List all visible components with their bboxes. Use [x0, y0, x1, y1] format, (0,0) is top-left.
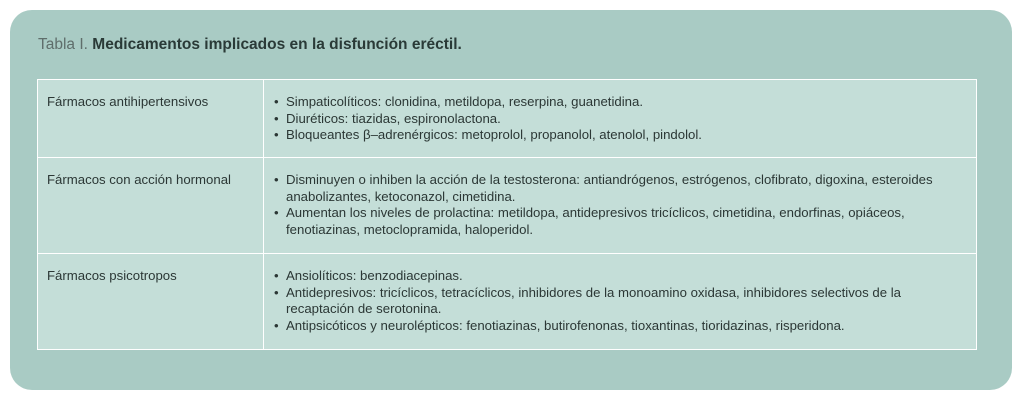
list-item: • Diuréticos: tiazidas, espironolactona.: [273, 111, 964, 128]
table-caption: [38, 36, 462, 54]
category-cell: Fármacos psicotropos: [38, 254, 264, 350]
list-item: • Ansiolíticos: benzodiacepinas.: [273, 268, 964, 285]
items-cell: [264, 158, 977, 254]
table-panel: [10, 10, 1012, 390]
drug-list: [273, 172, 964, 238]
list-item: • Disminuyen o inhiben la acción de la testosterona: antiandrógenos, estrógenos, clofibrato, digoxina, esteroides anabolizantes, ketoconazol, cimetidina.: [273, 172, 964, 205]
items-cell: [264, 80, 977, 158]
items-cell: [264, 254, 977, 350]
drug-list: [273, 268, 964, 334]
table-number: Tabla I.: [38, 36, 88, 53]
drug-list: [273, 94, 964, 144]
table-row: [38, 158, 977, 254]
list-item: • Antidepresivos: tricíclicos, tetracíclicos, inhibidores de la monoamino oxidasa, inhibidores selectivos de la recaptación de serotonina.: [273, 285, 964, 318]
list-item: • Aumentan los niveles de prolactina: metildopa, antidepresivos tricíclicos, cimetidina, endorfinas, opiáceos, fenotiazinas, metoclopramida, haloperidol.: [273, 205, 964, 238]
list-item: • Antipsicóticos y neurolépticos: fenotiazinas, butirofenonas, tioxantinas, tioridazinas, risperidona.: [273, 318, 964, 335]
medications-table: [37, 79, 977, 350]
list-item: • Bloqueantes β–adrenérgicos: metoprolol, propanolol, atenolol, pindolol.: [273, 127, 964, 144]
category-cell: Fármacos con acción hormonal: [38, 158, 264, 254]
list-item: • Simpaticolíticos: clonidina, metildopa, reserpina, guanetidina.: [273, 94, 964, 111]
table-title: Medicamentos implicados en la disfunción eréctil.: [92, 36, 462, 53]
category-cell: Fármacos antihipertensivos: [38, 80, 264, 158]
table-row: [38, 254, 977, 350]
table-row: [38, 80, 977, 158]
